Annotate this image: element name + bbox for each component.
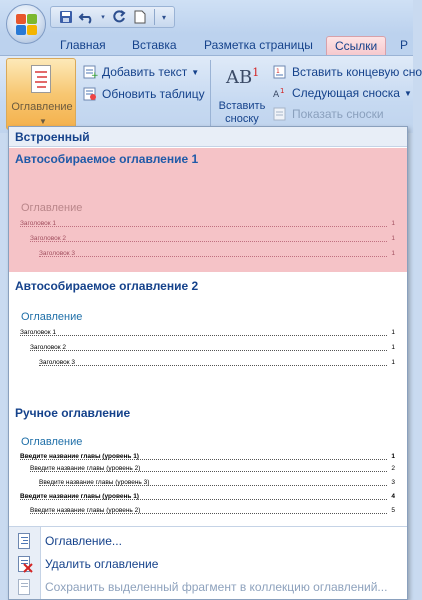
undo-icon bbox=[79, 10, 95, 24]
update-table-label: Обновить таблицу bbox=[102, 87, 205, 101]
gallery-item-manual-toc[interactable] bbox=[9, 402, 407, 524]
title-bar bbox=[0, 0, 413, 34]
toc-row-page: 2 bbox=[391, 465, 395, 472]
toc-row-page: 1 bbox=[391, 235, 395, 242]
toc-row-page: 1 bbox=[391, 220, 395, 227]
toc-preview-row bbox=[15, 218, 399, 230]
save-selection-label: Сохранить выделенный фрагмент в коллекцию оглавлений... bbox=[45, 580, 388, 594]
svg-text:1: 1 bbox=[276, 68, 280, 75]
preview-title: Оглавление bbox=[21, 436, 83, 448]
remove-toc-icon bbox=[17, 556, 31, 572]
toc-row-text: Заголовок 1 bbox=[20, 329, 56, 336]
save-button[interactable] bbox=[57, 8, 75, 26]
ribbon bbox=[0, 55, 422, 133]
toc-preview bbox=[15, 174, 401, 268]
add-text-label: Добавить текст bbox=[102, 65, 188, 79]
quick-access-toolbar bbox=[50, 6, 175, 28]
toc-row-text: Введите название главы (уровень 2) bbox=[30, 507, 141, 514]
next-footnote-label: Следующая сноска bbox=[292, 86, 400, 100]
toc-preview bbox=[15, 299, 401, 397]
show-notes-label: Показать сноски bbox=[292, 107, 384, 121]
new-document-icon bbox=[134, 10, 146, 24]
preview-title: Оглавление bbox=[21, 311, 83, 323]
tab-home[interactable]: Главная bbox=[60, 38, 106, 52]
show-notes-icon bbox=[272, 106, 288, 122]
insert-footnote-label: Вставить сноску bbox=[218, 100, 266, 125]
gallery-item-auto-toc-2[interactable] bbox=[9, 275, 407, 401]
new-document-button[interactable] bbox=[131, 8, 149, 26]
footnote-glyph-sup: 1 bbox=[252, 66, 260, 79]
toc-row-page: 5 bbox=[391, 507, 395, 514]
svg-text:+: + bbox=[91, 71, 99, 81]
toc-preview-row bbox=[15, 451, 399, 463]
add-text-button[interactable] bbox=[82, 62, 199, 82]
footnote-glyph: AB bbox=[226, 67, 253, 88]
gallery-item-title: Ручное оглавление bbox=[15, 406, 131, 420]
update-table-icon bbox=[82, 86, 98, 102]
toc-row-page: 1 bbox=[391, 250, 395, 257]
toc-row-text: Заголовок 3 bbox=[39, 359, 75, 366]
toc-row-text: Введите название главы (уровень 3) bbox=[39, 479, 150, 486]
toc-row-page: 4 bbox=[391, 493, 395, 500]
undo-dropdown-button[interactable]: ▾ bbox=[101, 14, 105, 21]
gallery-header: Встроенный bbox=[9, 127, 407, 147]
remove-toc-menu-item[interactable] bbox=[9, 553, 407, 575]
svg-text:1: 1 bbox=[280, 87, 285, 95]
save-icon bbox=[59, 10, 73, 24]
remove-toc-label: Удалить оглавление bbox=[45, 557, 159, 571]
toc-gallery-dropdown bbox=[8, 126, 408, 600]
footnote-icon bbox=[226, 66, 259, 88]
chevron-down-icon: ▼ bbox=[403, 88, 412, 98]
toc-preview-row bbox=[15, 491, 399, 503]
menu-divider bbox=[9, 526, 407, 527]
gallery-item-title: Автособираемое оглавление 1 bbox=[15, 152, 199, 166]
toc-preview-row bbox=[15, 233, 399, 245]
office-logo-icon bbox=[16, 14, 37, 35]
chevron-down-icon: ▼ bbox=[39, 117, 47, 126]
customize-qat-button[interactable]: ▾ bbox=[161, 12, 166, 22]
toc-preview bbox=[15, 424, 401, 524]
show-notes-button[interactable] bbox=[272, 104, 384, 124]
tab-next[interactable]: Р bbox=[400, 38, 409, 52]
toc-row-text: Введите название главы (уровень 1) bbox=[20, 493, 139, 500]
update-table-button[interactable] bbox=[82, 84, 205, 104]
toc-button[interactable] bbox=[6, 58, 76, 130]
ribbon-tabs bbox=[0, 34, 413, 56]
toc-row-text: Введите название главы (уровень 1) bbox=[20, 453, 139, 460]
toc-dialog-menu-item[interactable] bbox=[9, 530, 407, 552]
toc-row-text: Заголовок 1 bbox=[20, 220, 56, 227]
ribbon-group-separator bbox=[210, 60, 211, 128]
toc-preview-row bbox=[15, 477, 399, 489]
toc-row-page: 1 bbox=[391, 329, 395, 336]
toc-row-text: Заголовок 2 bbox=[30, 235, 66, 242]
add-text-icon bbox=[82, 64, 98, 80]
chevron-down-icon: ▼ bbox=[191, 67, 200, 77]
insert-endnote-button[interactable] bbox=[272, 62, 422, 82]
svg-text:A: A bbox=[273, 90, 280, 100]
insert-footnote-button[interactable] bbox=[216, 60, 268, 128]
toc-preview-row bbox=[15, 327, 399, 339]
save-selection-menu-item[interactable] bbox=[9, 576, 407, 598]
next-footnote-icon bbox=[272, 85, 288, 101]
toc-row-page: 1 bbox=[391, 359, 395, 366]
gallery-item-title: Автособираемое оглавление 2 bbox=[15, 279, 199, 293]
save-to-gallery-icon bbox=[17, 579, 31, 595]
toc-preview-row bbox=[15, 248, 399, 260]
toc-row-text: Заголовок 2 bbox=[30, 344, 66, 351]
redo-button[interactable] bbox=[110, 8, 128, 26]
preview-title: Оглавление bbox=[21, 202, 83, 214]
qat-separator bbox=[154, 9, 155, 25]
tab-insert[interactable]: Вставка bbox=[132, 38, 177, 52]
undo-button[interactable] bbox=[78, 8, 96, 26]
toc-row-page: 1 bbox=[391, 453, 395, 460]
insert-endnote-label: Вставить концевую сно bbox=[292, 65, 422, 79]
redo-icon bbox=[112, 10, 126, 24]
endnote-icon bbox=[272, 64, 288, 80]
toc-row-text: Заголовок 3 bbox=[39, 250, 75, 257]
toc-row-text: Введите название главы (уровень 2) bbox=[30, 465, 141, 472]
toc-dialog-label: Оглавление... bbox=[45, 534, 122, 548]
toc-button-label: Оглавление bbox=[11, 101, 73, 113]
toc-icon bbox=[31, 65, 51, 93]
gallery-item-auto-toc-1[interactable] bbox=[9, 148, 407, 272]
toc-preview-row bbox=[15, 505, 399, 517]
next-footnote-button[interactable] bbox=[272, 83, 412, 103]
toc-row-page: 3 bbox=[391, 479, 395, 486]
tab-references[interactable]: Ссылки bbox=[326, 36, 386, 56]
tab-page-layout[interactable]: Разметка страницы bbox=[204, 38, 313, 52]
toc-document-icon bbox=[17, 533, 31, 549]
toc-preview-row bbox=[15, 357, 399, 369]
toc-row-page: 1 bbox=[391, 344, 395, 351]
office-button[interactable] bbox=[6, 4, 46, 44]
toc-preview-row bbox=[15, 342, 399, 354]
toc-preview-row bbox=[15, 463, 399, 475]
